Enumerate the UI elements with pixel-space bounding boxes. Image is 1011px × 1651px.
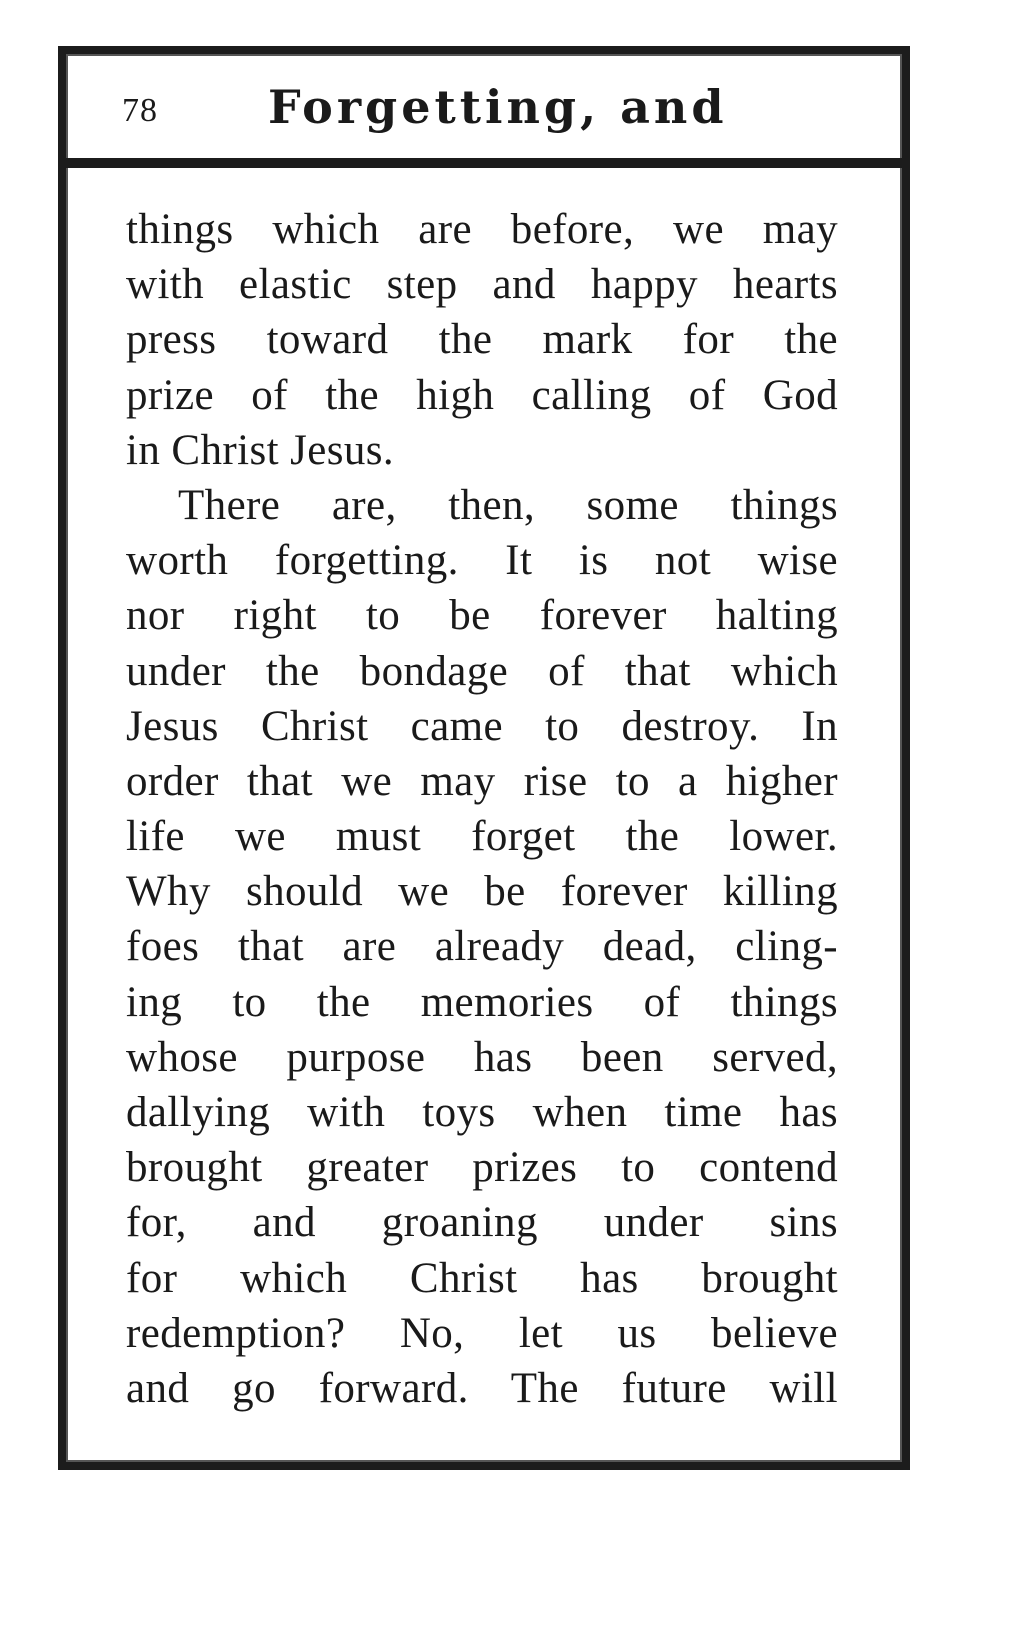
- text-line: Why should we be forever killing: [126, 868, 838, 916]
- text-line: Jesus Christ came to destroy. In: [126, 702, 838, 750]
- text-line: redemption? No, let us believe: [126, 1309, 838, 1357]
- header-rule: [58, 158, 910, 168]
- text-line: dallying with toys when time has: [126, 1089, 838, 1136]
- text-line: whose purpose has been served,: [126, 1033, 838, 1081]
- text-line: order that we may rise to a higher: [126, 757, 838, 805]
- text-line: ing to the memories of things: [126, 978, 838, 1026]
- text-line: nor right to be forever halting: [126, 592, 838, 640]
- text-line: and go forward. The future will: [126, 1364, 838, 1412]
- text-line: with elastic step and happy hearts: [126, 261, 838, 309]
- body-text: [126, 202, 838, 1416]
- text-line: brought greater prizes to contend: [126, 1144, 838, 1192]
- text-line: for which Christ has brought: [126, 1254, 838, 1302]
- text-line: in Christ Jesus.: [126, 426, 395, 474]
- text-line: prize of the high calling of God: [126, 371, 838, 419]
- running-head: Forgetting, and: [268, 80, 728, 134]
- text-line: things which are before, we may: [126, 206, 838, 253]
- text-line: life we must forget the lower.: [126, 813, 838, 861]
- text-line: under the bondage of that which: [126, 647, 838, 695]
- text-line: press toward the mark for the: [126, 316, 838, 364]
- text-line: for, and groaning under sins: [126, 1199, 838, 1247]
- text-line: worth forgetting. It is not wise: [126, 537, 838, 585]
- page-number: 78: [122, 92, 158, 129]
- text-line: foes that are already dead, cling-: [126, 923, 838, 971]
- text-line: There are, then, some things: [178, 481, 838, 529]
